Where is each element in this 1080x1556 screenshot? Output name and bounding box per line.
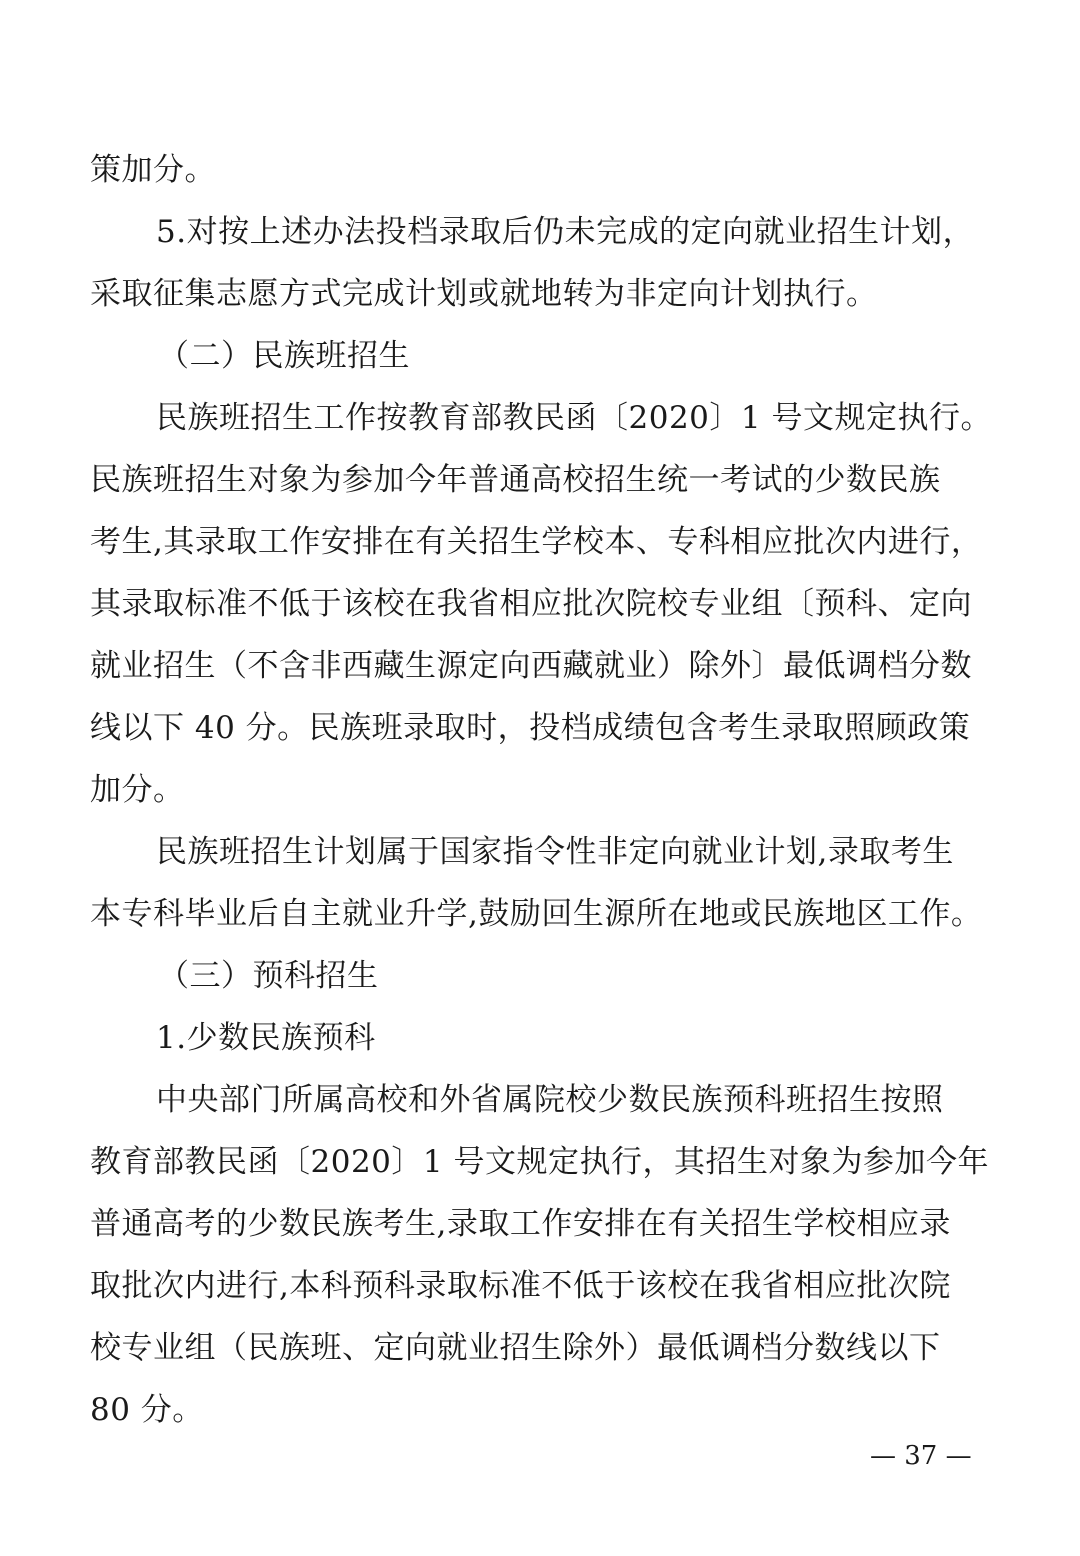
text-line: 就业招生（不含非西藏生源定向西藏就业）除外〕最低调档分数 bbox=[90, 648, 972, 684]
text-line: 普通高考的少数民族考生,录取工作安排在有关招生学校相应录 bbox=[90, 1206, 951, 1242]
section-heading: （二）民族班招生 bbox=[158, 338, 410, 374]
text-line: 取批次内进行,本科预科录取标准不低于该校在我省相应批次院 bbox=[90, 1268, 951, 1304]
text-line: 民族班招生计划属于国家指令性非定向就业计划,录取考生 bbox=[156, 834, 954, 870]
text-line: 80 分。 bbox=[90, 1392, 204, 1428]
text-line: 线以下 40 分。民族班录取时，投档成绩包含考生录取照顾政策 bbox=[90, 710, 971, 746]
text-line: 中央部门所属高校和外省属院校少数民族预科班招生按照 bbox=[156, 1082, 944, 1118]
text-line: 本专科毕业后自主就业升学,鼓励回生源所在地或民族地区工作。 bbox=[90, 896, 983, 932]
text-line: 考生,其录取工作安排在有关招生学校本、专科相应批次内进行， bbox=[90, 524, 983, 560]
subsection-heading: 1.少数民族预科 bbox=[156, 1020, 376, 1056]
text-line: 其录取标准不低于该校在我省相应批次院校专业组〔预科、定向 bbox=[90, 586, 972, 622]
section-heading: （三）预科招生 bbox=[158, 958, 379, 994]
text-line: 教育部教民函〔2020〕1 号文规定执行，其招生对象为参加今年 bbox=[90, 1144, 989, 1180]
text-line: 民族班招生工作按教育部教民函〔2020〕1 号文规定执行。 bbox=[156, 400, 992, 436]
text-line: 策加分。 bbox=[90, 152, 216, 188]
text-line: 加分。 bbox=[90, 772, 185, 808]
page-number: — 37 — bbox=[870, 1441, 972, 1471]
text-line: 民族班招生对象为参加今年普通高校招生统一考试的少数民族 bbox=[90, 462, 941, 498]
text-line: 5.对按上述办法投档录取后仍未完成的定向就业招生计划， bbox=[156, 214, 975, 250]
text-line: 采取征集志愿方式完成计划或就地转为非定向计划执行。 bbox=[90, 276, 878, 312]
text-line: 校专业组（民族班、定向就业招生除外）最低调档分数线以下 bbox=[90, 1330, 941, 1366]
